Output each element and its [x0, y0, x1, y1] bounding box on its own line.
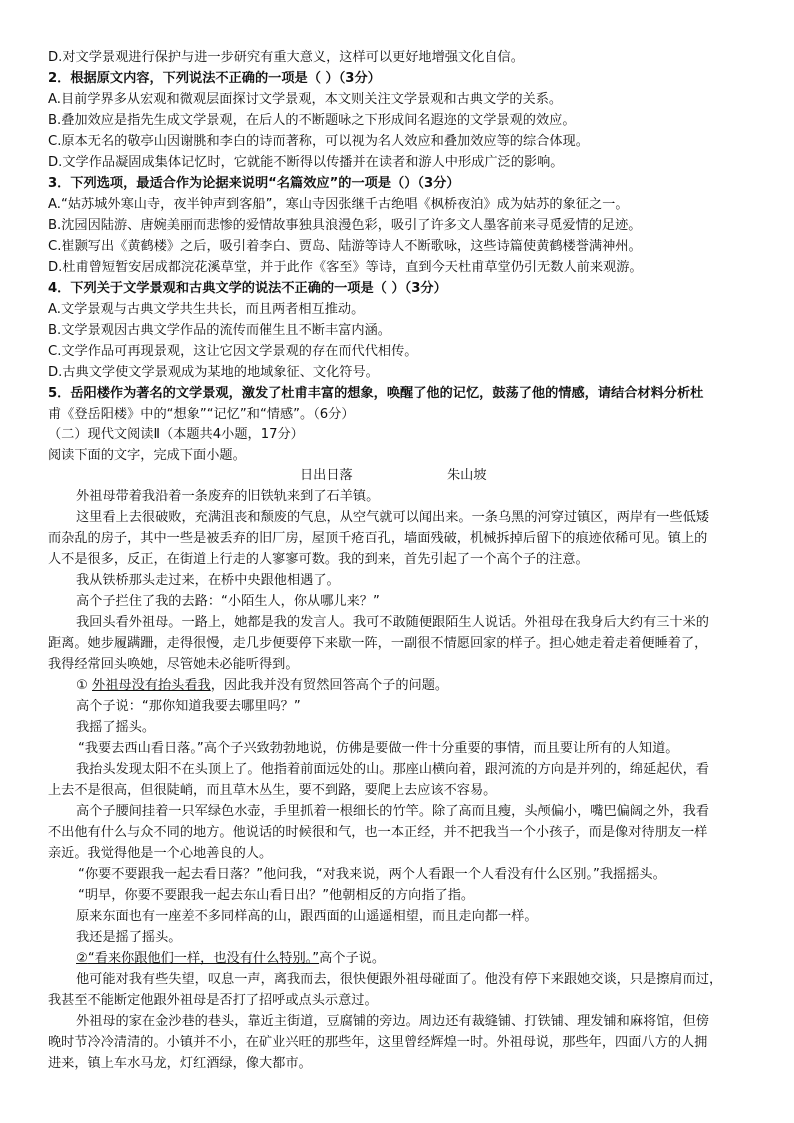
- paragraph-line: 外祖母的家在金沙巷的巷头，靠近主街道，豆腐铺的旁边。周边还有裁缝铺、打铁铺、理发铺和麻将馆，但傍: [76, 1014, 709, 1029]
- paragraph-line: “我要去西山看日落。”高个子兴致勃勃地说，仿佛是要做一件十分重要的事情，而且要让所有的人知道。: [78, 741, 679, 756]
- paragraph-line: 上去不是很高，但很陡峭，而且草木丛生，要不到路，要爬上去应该不容易。: [48, 783, 497, 798]
- option-2c: C.原本无名的敬亭山因谢朓和李白的诗而著称，可以视为名人效应和叠加效应等的综合体现。: [48, 134, 589, 149]
- question-5-line2: 甫《登岳阳楼》中的“想象”“记忆”和“情感”。（6分）: [48, 407, 355, 422]
- paragraph-line: “明早，你要不要跟我一起去东山看日出？”他朝相反的方向指了指。: [78, 888, 475, 903]
- option-4a: A.文学景观与古典文学共生共长，而且两者相互推动。: [48, 302, 365, 317]
- paragraph-line: 他可能对我有些失望，叹息一声，离我而去，很快便跟外祖母碰面了。他没有停下来跟她交谈，只是擦肩而过，: [76, 972, 723, 987]
- option-4b: B.文学景观因古典文学作品的流传而催生且不断丰富内涵。: [48, 323, 391, 338]
- option-3c: C.崔颢写出《黄鹤楼》之后，吸引着李白、贾岛、陆游等诗人不断歌咏，这些诗篇使黄鹤楼誉满神州。: [48, 239, 642, 254]
- paragraph-line: 我摇了摇头。: [76, 720, 156, 735]
- sentence-rest-2: 高个子说。: [319, 951, 386, 966]
- paragraph-line: “你要不要跟我一起去看日落？”他问我，“对我来说，两个人看跟一个人看没有什么区别。”我摇摇头。: [78, 867, 666, 882]
- paragraph-line: 而杂乱的房子，其中一些是被丢弃的旧厂房，屋顶千疮百孔，墙面残破，机械拆掉后留下的痕迹依稀可见。镇上的: [48, 531, 708, 546]
- paragraph-line: 高个子腰间挂着一只军绿色水壶，手里抓着一根细长的竹竿。除了高而且瘦，头颅偏小，嘴巴偏阔之外，我看: [76, 804, 709, 819]
- marker-2: ②: [76, 951, 88, 966]
- paragraph-line: 进来，镇上车水马龙，灯红酒绿，像大都市。: [48, 1056, 312, 1071]
- paragraph-line: 晚时节冷冷清清的。小镇并不小，在矿业兴旺的那些年，这里曾经辉煌一时。外祖母说，那些年，四面八方的人拥: [48, 1035, 708, 1050]
- option-1d: D.对文学景观进行保护与进一步研究有重大意义，这样可以更好地增强文化自信。: [48, 50, 524, 65]
- section-heading: （二）现代文阅读Ⅱ（本题共4小题，17分）: [48, 427, 304, 442]
- option-4c: C.文学作品可再现景观，这让它因文学景观的存在而代代相传。: [48, 344, 418, 359]
- paragraph-line: 高个子拦住了我的去路：“小陌生人，你从哪儿来？”: [76, 594, 380, 609]
- paragraph-line: 我得经常回头唤她，尽管她未必能听得到。: [48, 657, 299, 672]
- paragraph-line: 我从铁桥那头走过来，在桥中央跟他相遇了。: [76, 573, 340, 588]
- option-2a: A.目前学界多从宏观和微观层面探讨文学景观，本文则关注文学景观和古典文学的关系。: [48, 92, 563, 107]
- option-2b: B.叠加效应是指先生成文学景观，在后人的不断题咏之下形成间名遐迩的文学景观的效应。: [48, 113, 576, 128]
- story-title: 日出日落: [300, 468, 353, 483]
- paragraph-line: 我甚至不能断定他跟外祖母是否打了招呼或点头示意过。: [48, 993, 378, 1008]
- paragraph-line: 原来东面也有一座差不多同样高的山，跟西面的山遥遥相望，而且走向都一样。: [76, 909, 538, 924]
- paragraph-line: 外祖母带着我沿着一条废弃的旧铁轨来到了石羊镇。: [76, 489, 380, 504]
- underlined-phrase-1: 外祖母没有抬头看我: [92, 678, 211, 693]
- story-author: 朱山坡: [447, 468, 487, 483]
- paragraph-line: 亲近。我觉得他是一个心地善良的人。: [48, 846, 273, 861]
- paragraph-line: 人不是很多，反正，在街道上行走的人寥寥可数。我的到来，首先引起了一个高个子的注意。: [48, 552, 589, 567]
- option-3d: D.杜甫曾短暂安居成都浣花溪草堂，并于此作《客至》等诗，直到今天杜甫草堂仍引无数人前来观游。: [48, 260, 643, 275]
- marker-1: ①: [76, 678, 93, 693]
- option-3b: B.沈园因陆游、唐婉美丽而悲惨的爱情故事独具浪漫色彩，吸引了许多文人墨客前来寻觅爱情的足迹。: [48, 218, 642, 233]
- question-2: 2．根据原文内容，下列说法不正确的一项是（ ）（3分）: [48, 71, 381, 86]
- option-3a: A.“姑苏城外寒山寺，夜半钟声到客船”，寒山寺因张继千古绝唱《枫桥夜泊》成为姑苏的象征之一。: [48, 197, 629, 212]
- underlined-phrase-2: “看来你跟他们一样，也没有什么特别。”: [87, 951, 320, 966]
- paragraph-line: 高个子说：“那你知道我要去哪里吗？”: [76, 699, 301, 714]
- paragraph-line: 我回头看外祖母。一路上，她都是我的发言人。我可不敢随便跟陌生人说话。外祖母在我身后大约有三十米的: [76, 615, 709, 630]
- sentence-rest-1: ，因此我并没有贸然回答高个子的问题。: [210, 678, 449, 693]
- question-5-line1: 5．岳阳楼作为著名的文学景观，激发了杜甫丰富的想象，唤醒了他的记忆，鼓荡了他的情感，请结合材料分析杜: [48, 386, 704, 401]
- question-3: 3．下列选项，最适合作为论据来说明“名篇效应”的一项是（）（3分）: [48, 176, 460, 191]
- paragraph-line: 我还是摇了摇头。: [76, 930, 182, 945]
- option-2d: D.文学作品凝固成集体记忆时，它就能不断得以传播并在读者和游人中形成广泛的影响。: [48, 155, 564, 170]
- annotated-sentence-2: [76, 949, 385, 969]
- paragraph-line: 距离。她步履蹒跚，走得很慢，走几步便要停下来歇一阵，一副很不情愿回家的样子。担心她走着走着便睡着了，: [48, 636, 708, 651]
- paragraph-line: 我抬头发现太阳不在头顶上了。他指着前面远处的山。那座山横向着，跟河流的方向是并列的，绵延起伏，看: [76, 762, 709, 777]
- question-4: 4．下列关于文学景观和古典文学的说法不正确的一项是（ ）（3分）: [48, 281, 447, 296]
- option-4d: D.古典文学使文学景观成为某地的地域象征、文化符号。: [48, 365, 379, 380]
- paragraph-line: 这里看上去很破败，充满沮丧和颓废的气息，从空气就可以闻出来。一条乌黑的河穿过镇区，两岸有一些低矮: [76, 510, 709, 525]
- paragraph-line: 不出他有什么与众不同的地方。他说话的时候很和气，也一本正经，并不把我当一个小孩子，而是像对待朋友一样: [48, 825, 708, 840]
- reading-instruction: 阅读下面的文字，完成下面小题。: [48, 448, 246, 463]
- annotated-sentence-1: [76, 676, 448, 696]
